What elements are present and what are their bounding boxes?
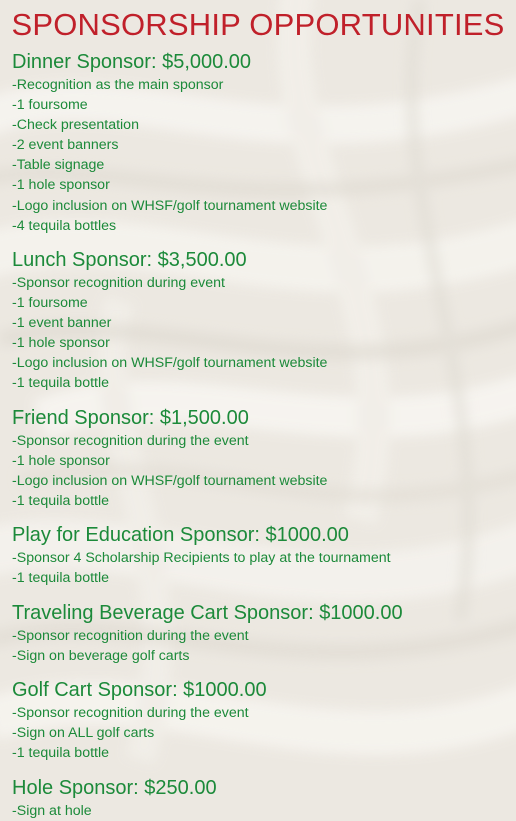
benefit-item: -Sign on beverage golf carts [12, 648, 190, 665]
sponsorship-heading: Dinner Sponsor: $5,000.00 [12, 51, 252, 73]
benefit-list [12, 801, 512, 821]
benefit-item: -1 tequila bottle [12, 570, 110, 587]
benefit-item: -1 tequila bottle [12, 493, 110, 510]
benefit-list [12, 273, 512, 394]
benefit-item: -1 tequila bottle [12, 375, 110, 392]
benefit-item: -1 event banner [12, 315, 112, 332]
benefit-item: -2 event banners [12, 137, 119, 154]
benefit-item: -Logo inclusion on WHSF/golf tournament website [12, 197, 328, 214]
benefit-item: -1 foursome [12, 295, 88, 312]
benefit-item: -Sponsor recognition during the event [12, 433, 249, 449]
benefit-item: -4 tequila bottles [12, 217, 117, 234]
benefit-list [12, 548, 512, 588]
sponsorship-friend [12, 406, 512, 511]
benefit-item: -Recognition as the main sponsor [12, 77, 224, 93]
benefit-item: -1 hole sponsor [12, 453, 110, 470]
benefit-item: -Check presentation [12, 117, 139, 134]
benefit-item: -1 hole sponsor [12, 335, 110, 352]
benefit-list [12, 703, 512, 763]
benefit-item: -Sponsor recognition during the event [12, 628, 249, 644]
sponsorship-heading: Friend Sponsor: $1,500.00 [12, 407, 249, 429]
sponsorship-heading: Hole Sponsor: $250.00 [12, 777, 217, 799]
benefit-item: -1 tequila bottle [12, 745, 110, 762]
benefit-item: -1 hole sponsor [12, 177, 110, 194]
page-title: SPONSORSHIP OPPORTUNITIES [11, 7, 505, 42]
benefit-item: -1 foursome [12, 97, 88, 114]
sponsorship-heading: Lunch Sponsor: $3,500.00 [12, 249, 247, 271]
sponsorship-beverage-cart [12, 601, 512, 666]
benefit-list [12, 75, 512, 236]
sponsorship-heading: Traveling Beverage Cart Sponsor: $1000.00 [12, 602, 403, 624]
benefit-item: -Sign on ALL golf carts [12, 725, 155, 742]
benefit-item: -Sign at hole [12, 803, 92, 819]
benefit-item: -Sponsor recognition during event [12, 275, 225, 291]
sponsorship-lunch [12, 248, 512, 394]
sponsorship-hole [12, 776, 512, 821]
sponsorship-play-for-education [12, 523, 512, 588]
sponsorship-golf-cart [12, 678, 512, 763]
benefit-item: -Sponsor recognition during the event [12, 705, 249, 721]
benefit-item: -Sponsor 4 Scholarship Recipients to play at the tournament [12, 550, 391, 566]
benefit-list [12, 431, 512, 511]
benefit-item: -Table signage [12, 157, 105, 174]
sponsorship-heading: Golf Cart Sponsor: $1000.00 [12, 679, 267, 701]
benefit-item: -Logo inclusion on WHSF/golf tournament website [12, 355, 328, 372]
sponsorship-dinner [12, 50, 512, 236]
sponsorship-heading: Play for Education Sponsor: $1000.00 [12, 524, 349, 546]
benefit-list [12, 626, 512, 666]
benefit-item: -Logo inclusion on WHSF/golf tournament website [12, 473, 328, 490]
